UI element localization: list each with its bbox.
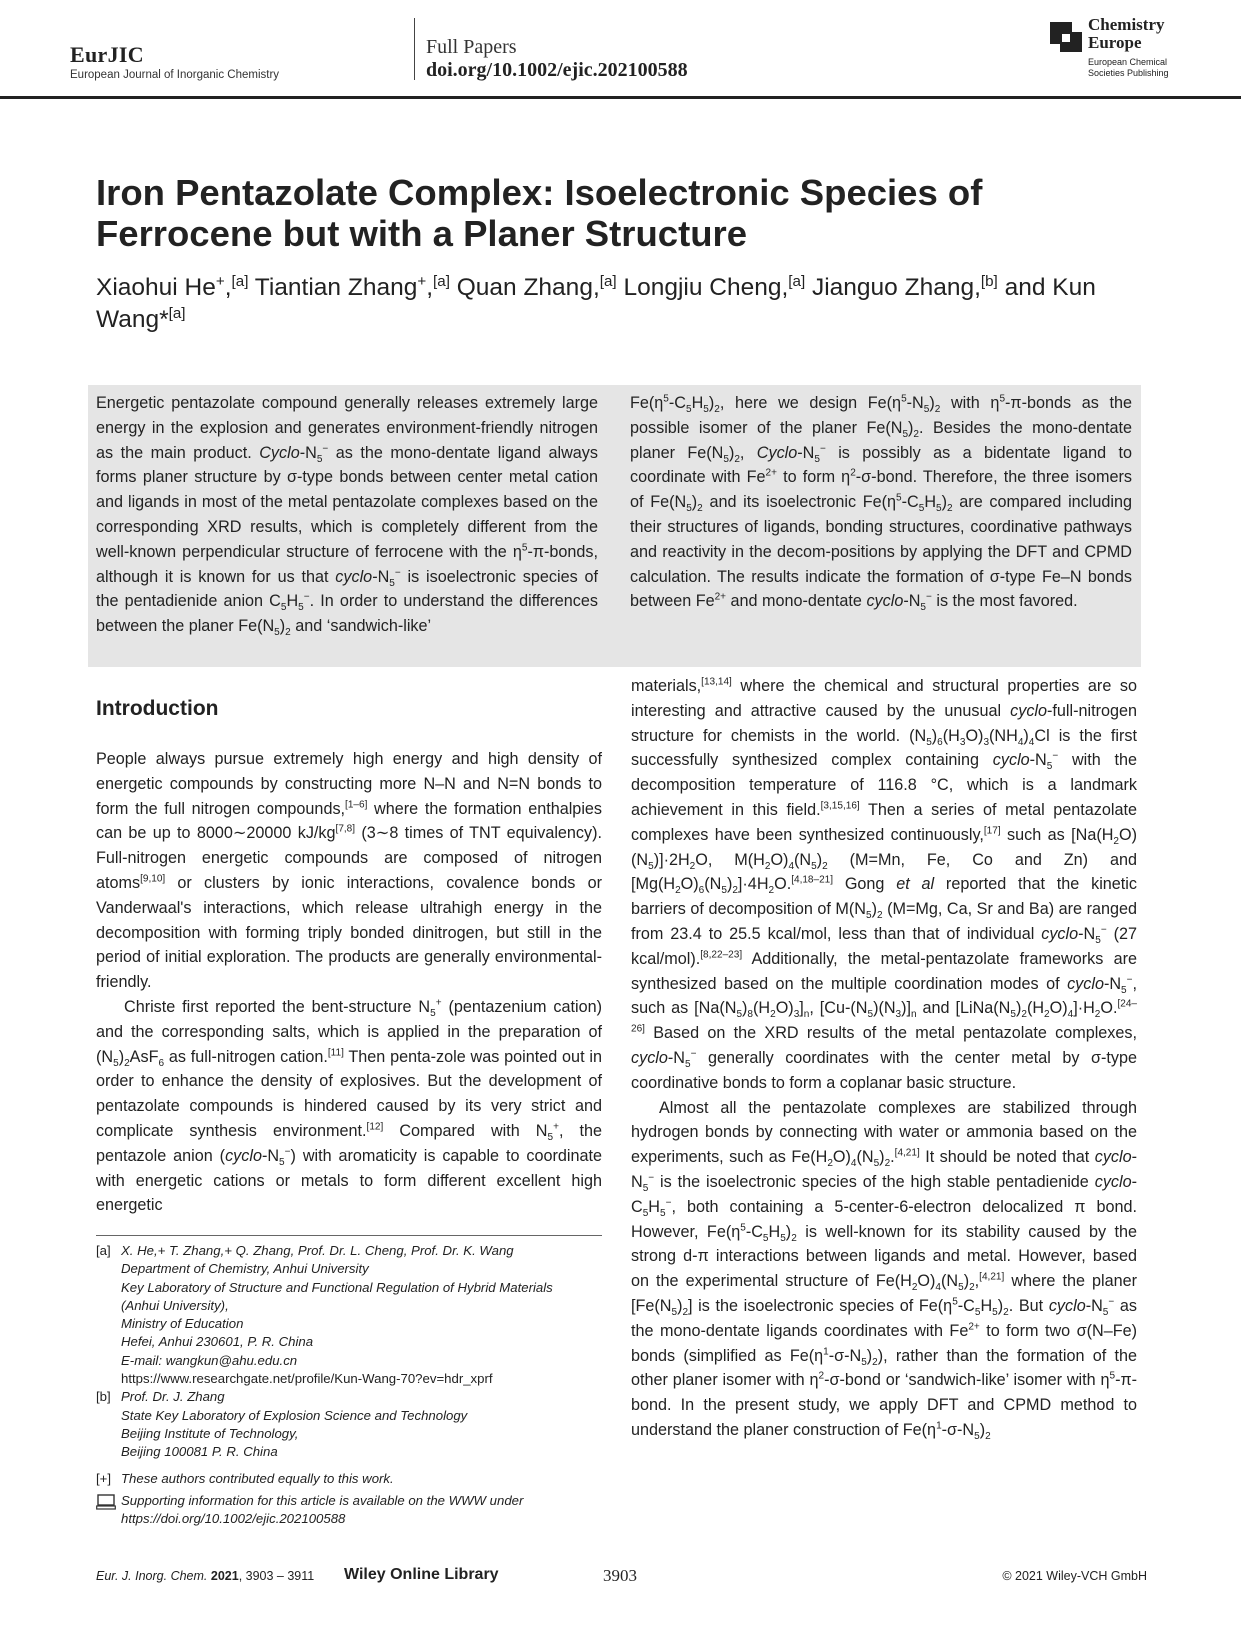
supporting-info-link[interactable]: https://doi.org/10.1002/ejic.202100588 — [121, 1511, 346, 1527]
researchgate-link[interactable]: https://www.researchgate.net/profile/Kun-Wang-70?ev=hdr_xprf — [121, 1371, 493, 1387]
footnote-supporting-info: Supporting information for this article is available on the WWW under https://doi.org/10.1002/ejic.202100588 — [96, 1492, 602, 1529]
body-column-left — [96, 747, 602, 1218]
footnote-rule — [96, 1235, 602, 1236]
abstract-text-right: $Fe(\eta^5-C_5H_5)_2$, here we design $Fe(\eta^5-N_5)_2$ with $\eta^5-\pi$-bonds as the possible isomer of the planer $Fe(N_5)_2$. Besides the mono-dentate planer $Fe(N_5)_2$, Cyclo-$N_5^-$ is possibly as a bidentate ligand to coordinate with $Fe^{2+}$ to form $\eta^2-\sigma$-bond. Therefore, the three isomers of $Fe(N_5)_2$ and its isoelectronic $Fe(\eta^5-C_5H_5)_2$ are compared including their structures of ligands, bonding structures, coordinative pathways and reactivity in the decom-positions by applying the DFT and CPMD calculation. The results indicate the formation of σ-type Fe–N bonds between $Fe^{2+}$ and mono-dentate cyclo-$N_5^-$ is the most favored. — [630, 393, 1133, 614]
abstract-text-left: Energetic pentazolate compound generally releases extremely large energy in the explosion and generates environment-friendly nitrogen as the main product. Cyclo-$N_5^-$ as the mono-dentate ligand always forms planer structure by σ-type bonds between center metal cation and ligands in most of the metal pentazolate complexes based on the corresponding XRD results, which is completely different from the well-known perpendicular structure of ferrocene with the $\eta^5-\pi$-bonds, although it is known for us that cyclo-$N_5^-$ is isoelectronic species of the pentadienide anion $C_5H_5^-$. In order to understand the differences between the planer $Fe(N_5)_2$ and ‘sandwich-like’ — [96, 394, 598, 639]
article-section: Full Papers — [426, 36, 517, 58]
footnote-affiliation-a: [a] X. He,+ T. Zhang,+ Q. Zhang, Prof. Dr. L. Cheng, Prof. Dr. K. Wang Department of Chemistry, Anhui University Key Laboratory of Structure and Functional Regulation of Hybrid Materials (Anhui University), Ministry of Education Hefei, Anhui 230601, P. R. China E-mail: wangkun@ahu.edu.cn https://www.researchgate.net/profile/Kun-Wang-70?ev=hdr_xprf — [96, 1242, 602, 1388]
header-rule — [0, 96, 1241, 99]
publisher-subtitle: European Chemical Societies Publishing — [1088, 57, 1169, 78]
paragraph: Almost all the pentazolate complexes are stabilized through hydrogen bonds by connecting with water or ammonia based on the experiments, such as $Fe(H_2O)_4(N_5)_2.[4,21]$ It should be noted that cyclo-$N_5^-$ is the isoelectronic species of the high stable pentadienide cyclo-$C_5H_5^-$, both containing a 5-center-6-electron delocalized π bond. However, $Fe(\eta^5-C_5H_5)_2$ is well-known for its stability caused by the strong d-π interactions between ligands and metal. However, based on the experimental structure of $Fe(H_2O)_4(N_5)_2,[4,21]$ where the planer $[Fe(N_5)_2]$ is the isoelectronic species of $Fe(\eta^5-C_5H_5)_2$. But cyclo-$N_5^-$ as the mono-dentate ligands coordinates with $Fe^{2+}$ to form two σ(N–Fe) bonds (simplified as $Fe(\eta^1-\sigma-N_5)_2$), rather than the formation of the other planer isomer with $\eta^2-\sigma$-bond or ‘sandwich-like’ isomer with $\eta^5-\pi$-bond. In the present study, we apply DFT and CPMD method to understand the planer construction of $Fe(\eta^1-\sigma-N_5)_2$ — [631, 1098, 1138, 1443]
footer-citation: Eur. J. Inorg. Chem. 2021, 3903 – 3911 — [96, 1569, 315, 1583]
footnote-affiliation-b: [b] Prof. Dr. J. Zhang State Key Laboratory of Explosion Science and Technology Beijing Institute of Technology, Beijing 100081 P. R. China — [96, 1389, 468, 1460]
publisher-logo-text: Chemistry Europe — [1088, 15, 1165, 52]
article-title: Iron Pentazolate Complex: Isoelectronic Species of Ferrocene but with a Planer Structure — [96, 172, 983, 254]
computer-icon — [96, 1494, 116, 1510]
author-list: Xiaohui He+,[a] Tiantian Zhang+,[a] Quan Zhang,[a] Longjiu Cheng,[a] Jianguo Zhang,[b] and Kun Wang*[a] — [96, 272, 1096, 333]
article-doi-link[interactable]: doi.org/10.1002/ejic.202100588 — [426, 59, 688, 81]
footnotes — [96, 1242, 602, 1528]
body-column-right — [631, 674, 1137, 1443]
journal-name: European Journal of Inorganic Chemistry — [70, 69, 280, 81]
page-header — [0, 0, 1241, 100]
wiley-online-library-link[interactable]: Wiley Online Library — [344, 1566, 499, 1583]
header-divider — [414, 18, 415, 80]
paragraph: People always pursue extremely high energy and high density of energetic compounds by constructing more N–N and N=N bonds to form the full nitrogen compounds,[1–6] where the formation enthalpies can be up to 8000∼20000 kJ/kg[7,8] (3∼8 times of TNT equivalency). Full-nitrogen energetic compounds are composed of nitrogen atoms[9,10] or clusters by ionic interactions, covalence bonds or Vanderwaal's interactions, which release ultrahigh energy in the decomposition with forming triply bonded dinitrogen, but still in the period of initial exploration. The products are generally environmental-friendly. — [96, 750, 603, 992]
abstract-box — [88, 385, 1141, 667]
footnote-equal-contribution: [+] These authors contributed equally to this work. — [96, 1470, 394, 1486]
section-heading-introduction: Introduction — [96, 697, 219, 720]
paragraph: materials,[13,14] where the chemical and structural properties are so interesting and attractive caused by the unusual cyclo-full-nitrogen structure for chemists in the world. $(N_5)_6(H_3O)_3(NH_4)_4Cl$ is the first successfully synthesized complex containing cyclo-$N_5^-$ with the decomposition temperature of 116.8 °C, which is a landmark achievement in this field.[3,15,16] Then a series of metal pentazolate complexes have been synthesized continuously,[17] such as $[Na(H_2O)(N_5)]\cdot 2H_2O$, $M(H_2O)_4(N_5)_2$ (M=Mn, Fe, Co and Zn) and $[Mg(H_2O)_6(N_5)_2]\cdot 4H_2O.[4,18-21]$ Gong et al reported that the kinetic barriers of decomposition of $M(N_5)_2$ (M=Mg, Ca, Sr and Ba) are ranged from 23.4 to 25.5 kcal/mol, less than that of individual cyclo-$N_5^-$ (27 kcal/mol).[8,22–23] Additionally, the metal-pentazolate frameworks are synthesized based on the multiple coordination modes of cyclo-$N_5^-$, such as $[Na(N_5)_8(H_2O)_3]_n$, $[Cu-(N_5)(N_3)]_n$ and $[LiNa(N_5)_2(H_2O)_4]\cdot H_2O.[24-26]$ Based on the XRD results of the metal pentazolate complexes, cyclo-$N_5^-$ generally coordinates with the center metal by σ-type coordinative bonds to form a coplanar basic structure. — [631, 676, 1138, 1092]
chemistry-europe-logo-icon — [1048, 20, 1084, 54]
paragraph: Christe first reported the bent-structure $N_5^+$ (pentazenium cation) and the corresponding salts, which is applied in the preparation of $(N_5)_2AsF_6$ as full-nitrogen cation.[11] Then penta-zole was pointed out in order to enhance the density of explosives. But the development of pentazolate compounds is hindered caused by its very strict and complicate synthesis environment.[12] Compared with $N_5^+$, the pentazole anion $(cyclo-N_5^-)$ with aromaticity is capable to coordinate with energetic cations or metals to form different excellent high energetic — [96, 997, 602, 1215]
page-number: 3903 — [603, 1566, 637, 1585]
contact-email-link[interactable]: E-mail: wangkun@ahu.edu.cn — [121, 1352, 298, 1368]
journal-abbreviation: EurJIC — [70, 42, 144, 67]
copyright-notice: © 2021 Wiley-VCH GmbH — [1002, 1569, 1147, 1583]
